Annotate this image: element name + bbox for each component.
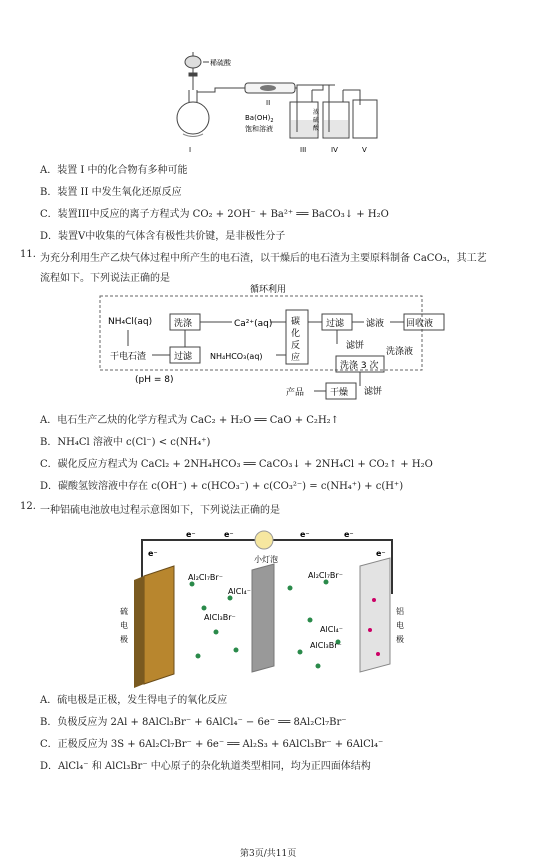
q12-option-d: D．AlCl₄⁻ 和 AlCl₃Br⁻ 中心原子的杂化轨道类型相同，均为正四面体结构 — [40, 761, 371, 772]
flow-nh4cl: NH₄Cl(aq) — [108, 317, 153, 327]
q11-option-a: A．电石生产乙炔的化学方程式为 CaC₂ + H₂O ══ CaO + C₂H₂↑ — [40, 415, 340, 426]
flow-nh4hco3: NH₄HCO₃(aq) — [210, 352, 263, 361]
label-suan: 酸 — [313, 125, 320, 132]
sulfur-label-1: 硫 — [120, 607, 128, 616]
flow-carbon-3: 反 — [291, 341, 301, 351]
q11-option-c: C．碳化反应方程式为 CaCl₂ + 2NH₄HCO₃ ══ CaCO₃↓ + 2NH₄Cl + CO₂↑ + H₂O — [40, 459, 433, 470]
flow-filter2: 过滤 — [174, 352, 193, 362]
flow-cake1: 滤饼 — [346, 341, 365, 351]
label-baoh-sat: 饱和溶液 — [245, 125, 273, 133]
flow-carbon-1: 碳 — [291, 317, 301, 327]
ion-label-e: AlCl₄⁻ — [320, 625, 343, 634]
flow-wash3: 洗涤 3 次 — [340, 361, 379, 371]
bulb-icon — [255, 531, 273, 549]
separator — [252, 564, 274, 672]
electron-2: e⁻ — [186, 530, 196, 539]
label-I: I — [189, 146, 192, 152]
ion-label-c: Al₂Cl₇Br⁻ — [308, 571, 343, 580]
apparatus-figure — [165, 40, 390, 152]
al-label-2: 电 — [396, 621, 404, 630]
bottle-V — [353, 100, 377, 138]
process-flow-figure — [90, 282, 465, 402]
bulb-label: 小灯泡 — [254, 555, 278, 564]
tube-II — [245, 83, 295, 93]
electron-5: e⁻ — [344, 530, 354, 539]
aluminum-electrode — [360, 558, 390, 672]
ion-label-a: Al₂Cl₇Br⁻ — [188, 573, 223, 582]
flow-ph: (pH = 8) — [135, 375, 174, 385]
label-nong: 浓 — [313, 109, 320, 116]
electron-1: e⁻ — [148, 549, 158, 558]
al-label-1: 铝 — [396, 607, 404, 616]
q10-option-d: D．装置V中收集的气体含有极性共价键，是非极性分子 — [40, 231, 286, 242]
q10-option-a: A．装置 I 中的化合物有多种可能 — [40, 165, 188, 176]
electron-4: e⁻ — [300, 530, 310, 539]
flow-wash: 洗涤 — [174, 319, 193, 329]
label-II: II — [266, 99, 271, 107]
label-IV: IV — [331, 146, 338, 152]
dropping-funnel — [185, 52, 201, 90]
flow-cake2: 滤饼 — [364, 387, 383, 397]
electron-3: e⁻ — [224, 530, 234, 539]
q12-number: 12. — [20, 501, 36, 512]
electron-6: e⁻ — [376, 549, 386, 558]
flow-carbon-4: 应 — [291, 353, 301, 363]
sulfur-label-2: 电 — [120, 621, 128, 630]
q11-option-b: B．NH₄Cl 溶液中 c(Cl⁻) < c(NH₄⁺) — [40, 437, 211, 448]
q11-stem-2: 流程如下。下列说法正确的是 — [40, 273, 170, 284]
label-liu: 硫 — [313, 117, 320, 124]
q10-option-c: C．装置III中反应的离子方程式为 CO₂ + 2OH⁻ + Ba²⁺ ══ BaCO₃↓ + H₂O — [40, 209, 389, 220]
flow-ca: Ca²⁺(aq) — [234, 319, 273, 329]
flow-carbon-2: 化 — [291, 329, 301, 339]
q10-option-b: B．装置 II 中发生氧化还原反应 — [40, 187, 182, 198]
label-acid: 稀硫酸 — [210, 59, 231, 67]
q12-option-a: A．硫电极是正极，发生得电子的氧化反应 — [40, 695, 228, 706]
battery-figure — [112, 524, 412, 692]
q11-option-d: D．碳酸氢铵溶液中存在 c(OH⁻) + c(HCO₃⁻) + c(CO₃²⁻) = c(NH₄⁺) + c(H⁺) — [40, 481, 404, 492]
q12-option-c: C．正极反应为 3S + 6Al₂Cl₇Br⁻ + 6e⁻ ══ Al₂S₃ + 6AlCl₃Br⁻ + 6AlCl₄⁻ — [40, 739, 384, 750]
q11-number: 11. — [20, 249, 36, 260]
page-footer: 第3页/共11页 — [240, 849, 297, 859]
flask-I — [177, 90, 209, 137]
ion-label-d: AlCl₃Br⁻ — [204, 613, 236, 622]
label-V: V — [362, 146, 367, 152]
al-label-3: 极 — [396, 635, 404, 644]
q11-stem-1: 为充分利用生产乙炔气体过程中所产生的电石渣，以干燥后的电石渣为主要原料制备 CaCO₃，其工艺 — [40, 253, 487, 264]
flow-dry-slag: 干电石渣 — [110, 352, 147, 362]
sulfur-label-3: 极 — [120, 635, 128, 644]
flow-dry: 干燥 — [330, 388, 349, 398]
q12-option-b: B．负极反应为 2Al + 8AlCl₃Br⁻ + 6AlCl₄⁻ − 6e⁻ ══ 8Al₂Cl₇Br⁻ — [40, 717, 347, 728]
ion-label-f: AlCl₃Br⁻ — [310, 641, 342, 650]
label-baoh: $Ba(OH)_2$ — [245, 114, 274, 124]
sulfur-electrode — [144, 566, 174, 684]
flow-washing-liquid: 洗涤液 — [386, 347, 414, 357]
flow-recycle: 循环利用 — [250, 285, 287, 295]
label-III: III — [300, 146, 307, 152]
flow-filtrate: 滤液 — [366, 319, 385, 329]
flow-recover: 回收液 — [406, 319, 434, 329]
q12-stem: 一种铝硫电池放电过程示意图如下，下列说法正确的是 — [40, 505, 280, 516]
bottle-IV — [323, 85, 360, 138]
ion-label-b: AlCl₄⁻ — [228, 587, 251, 596]
flow-product: 产品 — [286, 388, 305, 398]
flow-filter1: 过滤 — [326, 319, 345, 329]
